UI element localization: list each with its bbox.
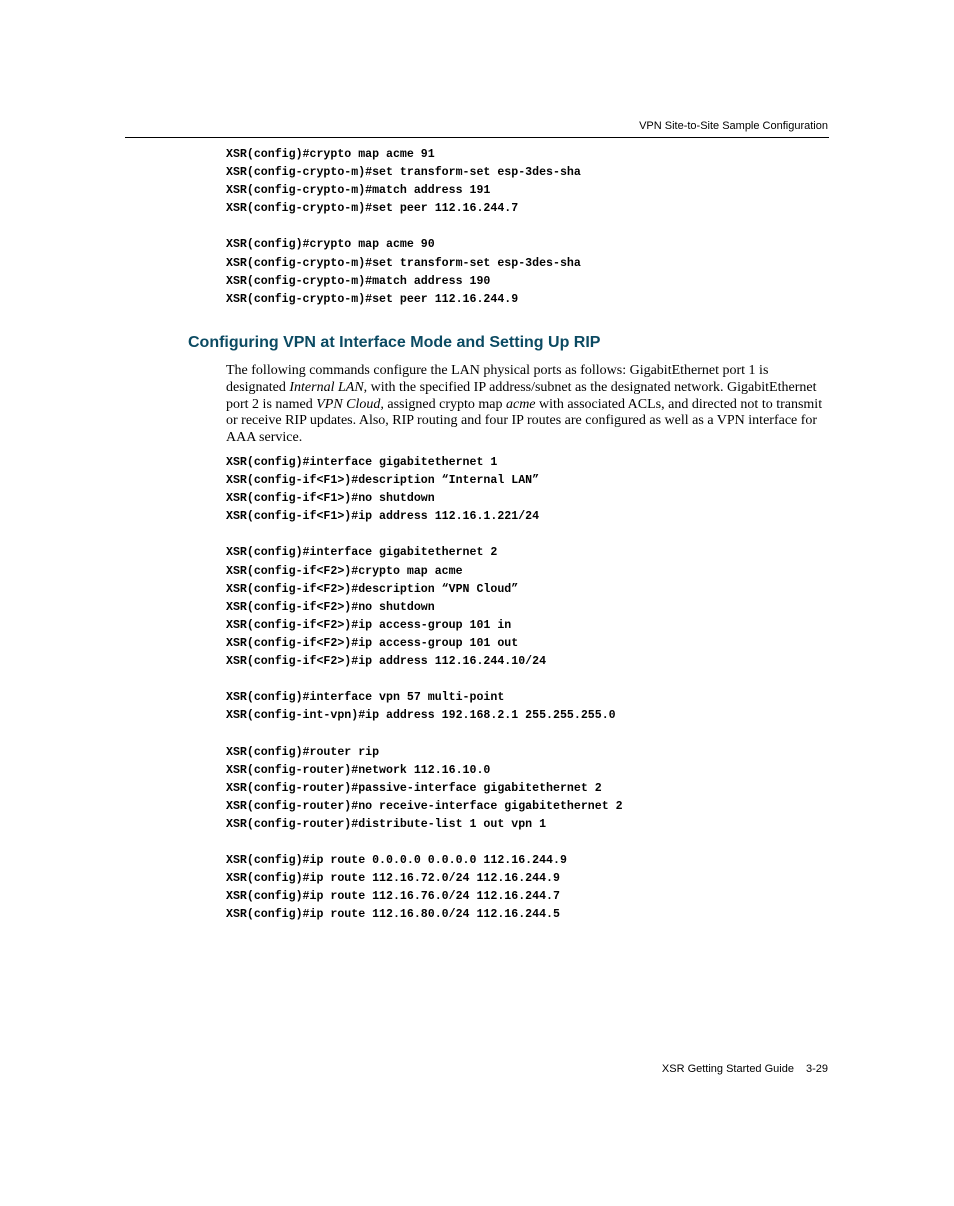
code-block-interface-config [226,454,623,924]
code-line: XSR(config)#interface vpn 57 multi-point [226,691,505,705]
code-line: XSR(config-crypto-m)#set transform-set esp-3des-sha [226,256,581,270]
section-paragraph [226,363,830,447]
paragraph-text: , with the specified IP address/subnet as the designated network. GigabitEthernet port 2 is named [226,379,817,412]
code-line: XSR(config)#interface gigabitethernet 2 [226,546,498,560]
paragraph-text: assigned crypto map [383,396,506,412]
code-line: XSR(config)#router rip [226,745,380,759]
code-line: XSR(config-if<F2>)#ip access-group 101 in [226,618,512,632]
paragraph-emphasis: VPN Cloud, [316,396,384,412]
footer-guide-title: XSR Getting Started Guide [661,1063,794,1075]
code-blank-line [226,218,581,236]
code-block-crypto-maps [226,146,581,309]
code-line: XSR(config-int-vpn)#ip address 192.168.2.1 255.255.255.0 [226,709,616,723]
code-line: XSR(config-crypto-m)#set peer 112.16.244.7 [226,202,519,216]
code-line: XSR(config-crypto-m)#set peer 112.16.244.9 [226,292,519,306]
page-footer [500,1063,828,1075]
running-header: VPN Site-to-Site Sample Configuration [639,120,828,132]
code-line: XSR(config-if<F2>)#description “VPN Cloud” [226,582,519,596]
page-number: 3-29 [805,1063,828,1075]
code-line: XSR(config-crypto-m)#match address 190 [226,274,491,288]
paragraph-emphasis: acme [505,396,536,412]
paragraph-text: The following commands configure the LAN physical ports as follows: GigabitEthernet port 1 is designated [226,363,769,395]
code-line: XSR(config)#ip route 112.16.80.0/24 112.16.244.5 [226,908,560,922]
code-line: XSR(config)#ip route 112.16.76.0/24 112.16.244.7 [226,890,560,904]
paragraph-text: with associated ACLs, and directed not to transmit or receive RIP updates. Also, RIP routing and four IP routes are configured as well as a VPN interface for AAA service. [226,396,823,446]
code-blank-line [226,671,623,689]
code-line: XSR(config)#crypto map acme 91 [226,148,435,161]
code-line: XSR(config)#interface gigabitethernet 1 [226,456,498,469]
code-line: XSR(config-router)#no receive-interface gigabitethernet 2 [226,799,623,813]
section-heading: Configuring VPN at Interface Mode and Setting Up RIP [188,334,601,351]
code-line: XSR(config-if<F1>)#no shutdown [226,492,435,506]
code-line: XSR(config-if<F2>)#crypto map acme [226,564,463,578]
code-line: XSR(config)#ip route 0.0.0.0 0.0.0.0 112.16.244.9 [226,854,567,868]
code-blank-line [226,834,623,852]
code-line: XSR(config-if<F1>)#description “Internal LAN” [226,474,540,488]
header-rule [125,137,829,138]
code-line: XSR(config-if<F2>)#no shutdown [226,600,435,614]
code-line: XSR(config-router)#distribute-list 1 out vpn 1 [226,817,547,831]
code-line: XSR(config-if<F2>)#ip access-group 101 out [226,636,519,650]
code-line: XSR(config)#ip route 112.16.72.0/24 112.16.244.9 [226,872,560,886]
code-blank-line [226,526,623,544]
code-line: XSR(config)#crypto map acme 90 [226,238,435,252]
code-line: XSR(config-if<F2>)#ip address 112.16.244.10/24 [226,655,547,669]
code-line: XSR(config-router)#network 112.16.10.0 [226,763,491,777]
code-line: XSR(config-crypto-m)#match address 191 [226,184,491,198]
code-line: XSR(config-crypto-m)#set transform-set esp-3des-sha [226,166,581,180]
code-blank-line [226,725,623,743]
paragraph-emphasis: Internal LAN [289,379,364,395]
code-line: XSR(config-router)#passive-interface gigabitethernet 2 [226,781,602,795]
code-line: XSR(config-if<F1>)#ip address 112.16.1.221/24 [226,510,540,524]
